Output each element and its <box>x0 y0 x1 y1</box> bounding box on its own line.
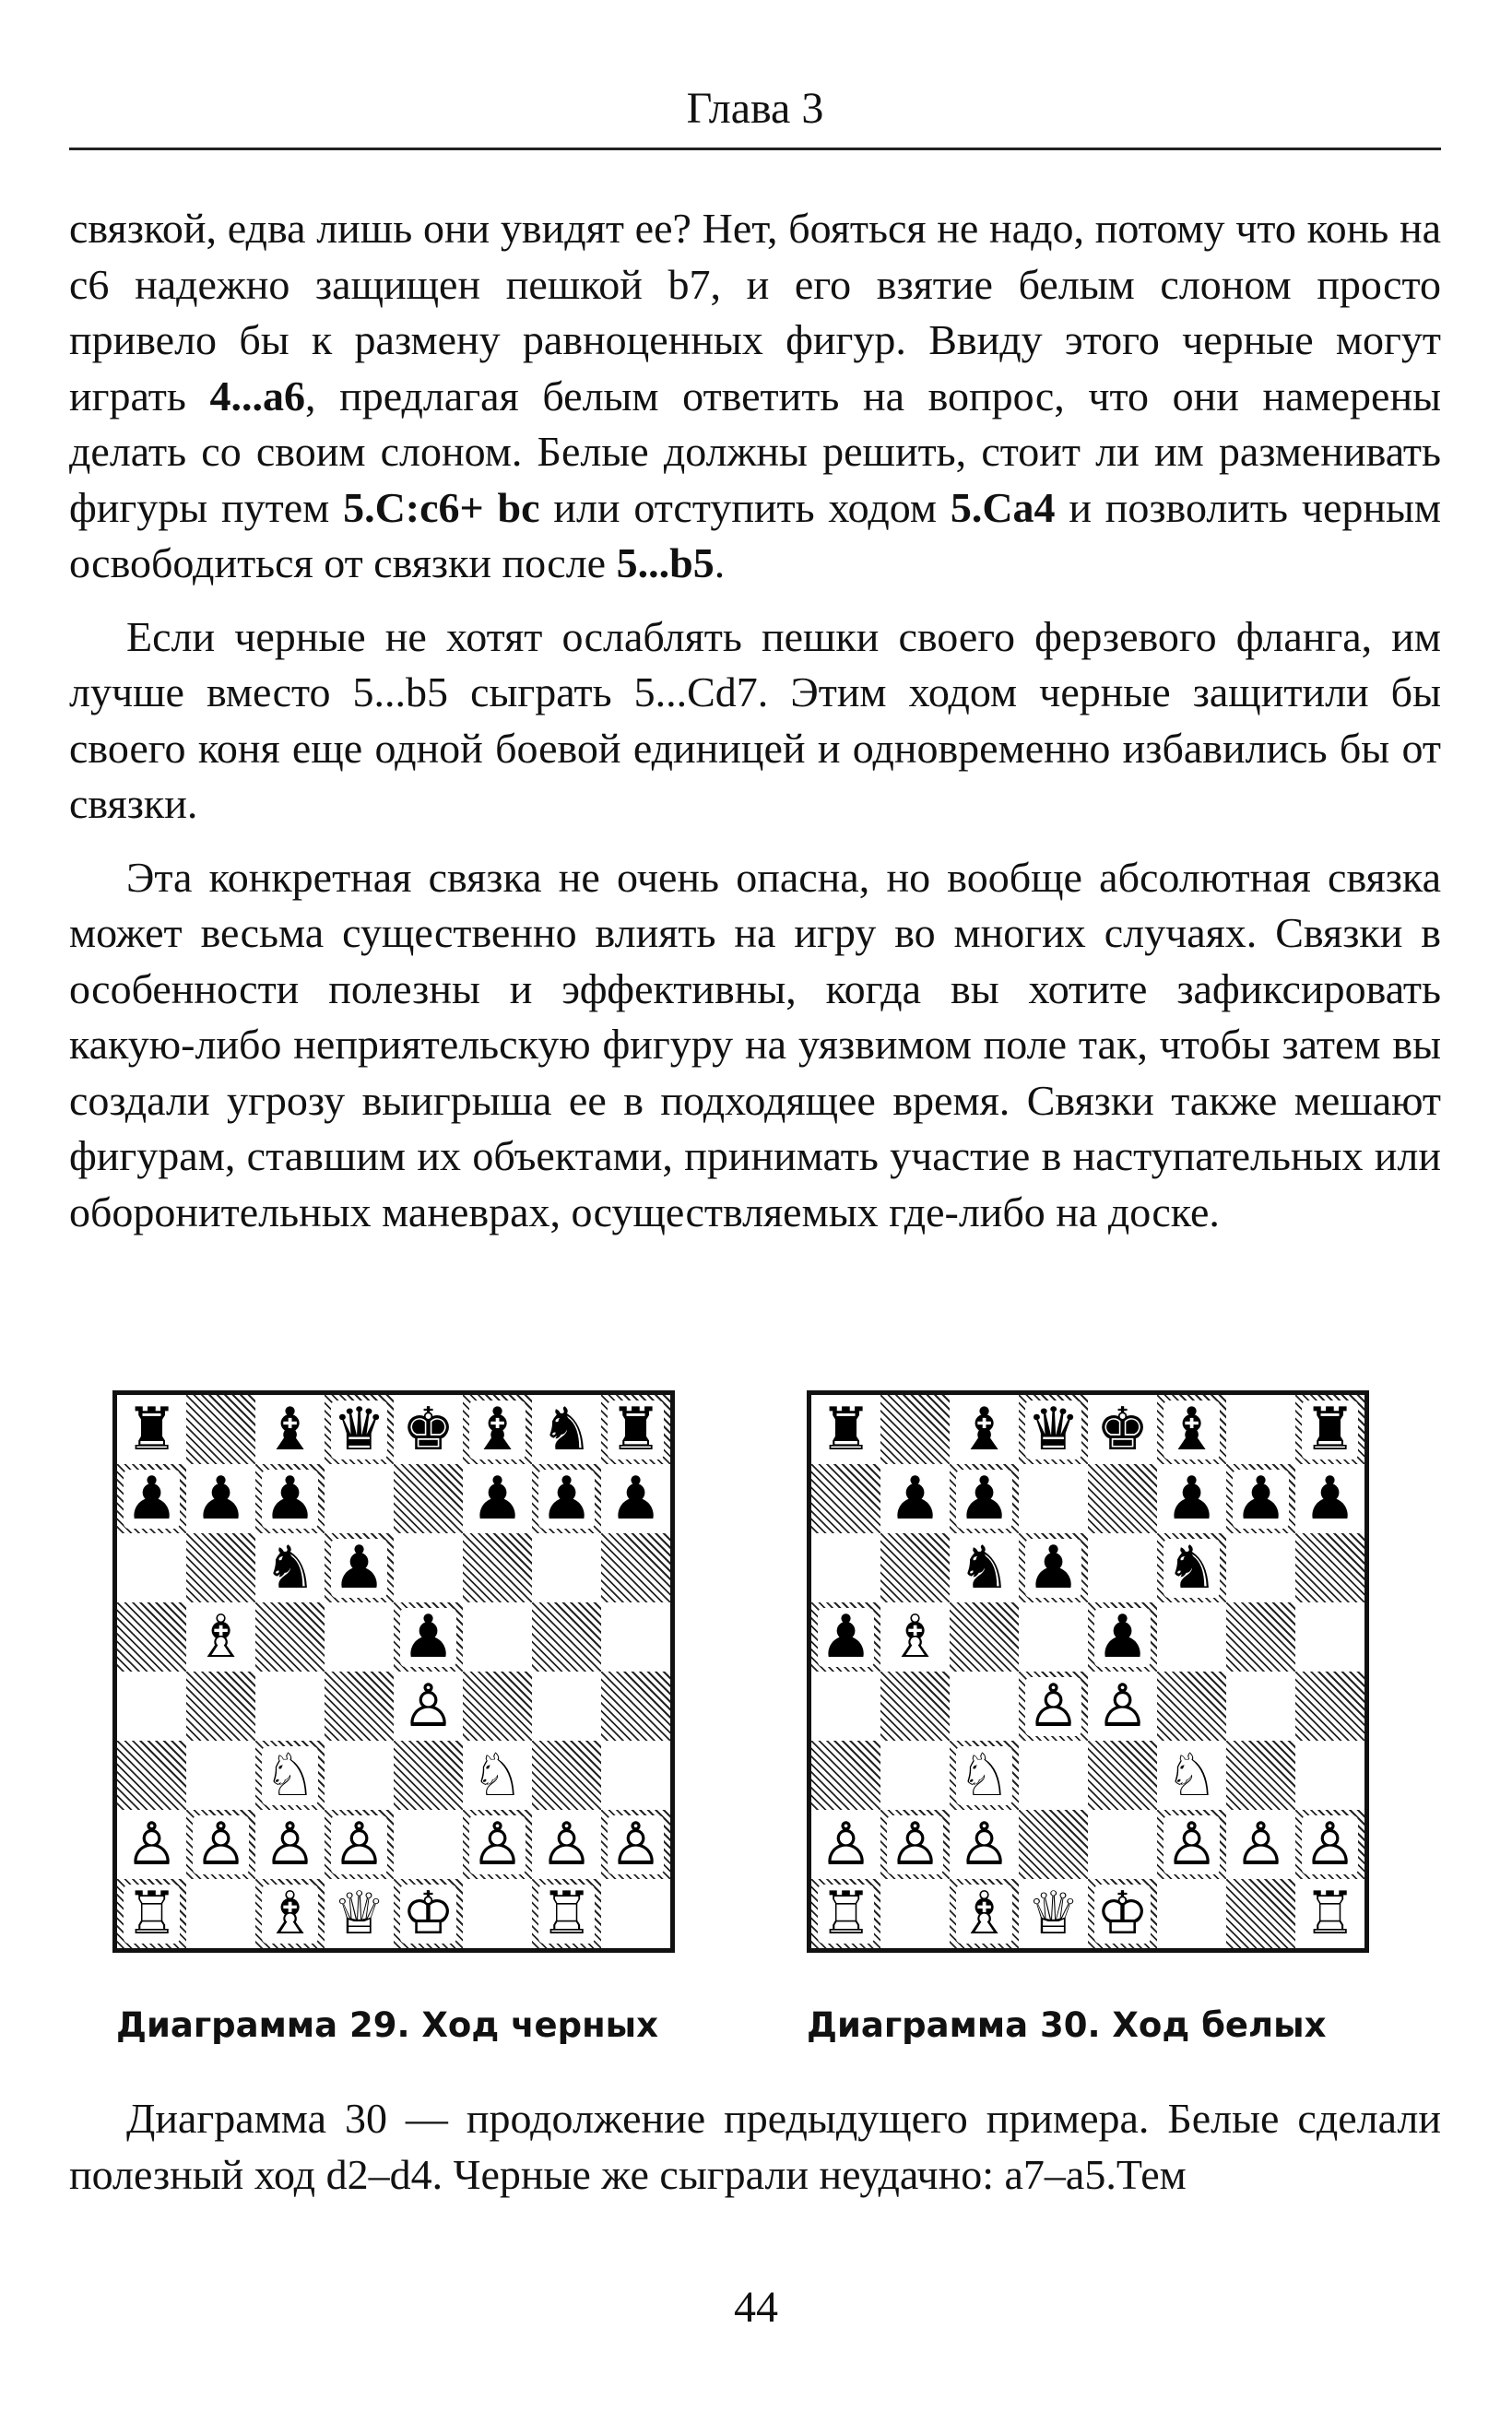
board-square <box>186 1395 255 1464</box>
board-square <box>950 1879 1019 1948</box>
board-square <box>463 1602 532 1672</box>
board-square <box>1019 1464 1088 1533</box>
chess-piece: ♕ <box>1026 1879 1081 1948</box>
board-square <box>880 1879 950 1948</box>
board-square <box>1295 1672 1364 1741</box>
board-square <box>811 1395 880 1464</box>
board-square <box>1157 1602 1226 1672</box>
board-square <box>950 1395 1019 1464</box>
chess-piece: ♞ <box>539 1395 594 1464</box>
paragraph <box>69 609 1441 833</box>
board-square <box>811 1464 880 1533</box>
board-square <box>880 1464 950 1533</box>
chess-piece: ♕ <box>332 1879 386 1948</box>
board-square <box>1088 1672 1157 1741</box>
board-square <box>1226 1810 1295 1879</box>
chess-piece: ♙ <box>1164 1810 1219 1879</box>
board-square <box>1088 1810 1157 1879</box>
board-square <box>1019 1741 1088 1810</box>
chess-piece: ♖ <box>124 1879 179 1948</box>
board-square <box>394 1741 463 1810</box>
board-square <box>950 1672 1019 1741</box>
move-notation: 5.Ca4 <box>950 483 1056 531</box>
page-number: 44 <box>734 2283 778 2332</box>
board-square <box>950 1810 1019 1879</box>
board-square <box>1295 1741 1364 1810</box>
board-square <box>117 1533 186 1602</box>
main-text <box>69 201 1441 1240</box>
chess-piece: ♖ <box>539 1879 594 1948</box>
board-square <box>463 1533 532 1602</box>
board-square <box>1019 1672 1088 1741</box>
chess-piece: ♚ <box>1095 1395 1150 1464</box>
chess-piece: ♗ <box>263 1879 317 1948</box>
paragraph <box>69 201 1441 592</box>
board-square <box>463 1741 532 1810</box>
paragraph <box>69 850 1441 1241</box>
board-square <box>1226 1879 1295 1948</box>
board-square <box>463 1395 532 1464</box>
text-run: и позволить черным освободиться от связки после <box>69 483 1442 586</box>
board-square <box>117 1602 186 1672</box>
chess-piece: ♙ <box>888 1810 942 1879</box>
chess-piece: ♟ <box>401 1602 455 1672</box>
board-square <box>532 1741 601 1810</box>
board-square <box>1088 1741 1157 1810</box>
board-square <box>463 1464 532 1533</box>
board-square <box>1226 1602 1295 1672</box>
chess-piece: ♙ <box>1095 1672 1150 1741</box>
chess-piece: ♟ <box>608 1464 663 1533</box>
chess-piece: ♛ <box>1026 1395 1081 1464</box>
board-square <box>532 1602 601 1672</box>
board-square <box>880 1395 950 1464</box>
chess-diagram-30 <box>807 1390 1369 1953</box>
board-square <box>394 1602 463 1672</box>
board-square <box>532 1464 601 1533</box>
board-square <box>325 1533 394 1602</box>
board-square <box>1088 1879 1157 1948</box>
board-square <box>325 1602 394 1672</box>
board-square <box>394 1464 463 1533</box>
board-square <box>811 1810 880 1879</box>
board-square <box>325 1672 394 1741</box>
board-square <box>811 1741 880 1810</box>
board-square <box>255 1464 325 1533</box>
board-square <box>186 1879 255 1948</box>
board-square <box>811 1602 880 1672</box>
board-square <box>325 1741 394 1810</box>
move-notation: 5.С:c6+ bc <box>343 483 540 531</box>
board-square <box>255 1602 325 1672</box>
chess-piece: ♘ <box>470 1741 525 1810</box>
board-square <box>117 1464 186 1533</box>
board-square <box>880 1533 950 1602</box>
diagram-29-caption: Диаграмма 29. Ход черных <box>116 2005 658 2045</box>
chess-piece: ♟ <box>1303 1464 1357 1533</box>
chess-piece: ♟ <box>470 1464 525 1533</box>
chess-piece: ♟ <box>124 1464 179 1533</box>
chess-piece: ♔ <box>401 1879 455 1948</box>
diagram-30-caption: Диаграмма 30. Ход белых <box>807 2005 1327 2045</box>
text-run: или отступить ходом <box>539 483 951 531</box>
chess-piece: ♟ <box>194 1464 248 1533</box>
chess-piece: ♝ <box>1164 1395 1219 1464</box>
text-run: Если черные не хотят ослаблять пешки своего ферзевого фланга, им лучше вместо 5...b5 сыграть 5...Cd7. Этим ходом черные защитили бы своего коня еще одной боевой единицей и одновременно избавились бы от связки. <box>69 612 1441 827</box>
chess-piece: ♝ <box>263 1395 317 1464</box>
chess-piece: ♙ <box>539 1810 594 1879</box>
board-square <box>394 1672 463 1741</box>
chess-piece: ♞ <box>1164 1533 1219 1602</box>
chess-piece: ♖ <box>1303 1879 1357 1948</box>
chess-piece: ♘ <box>1164 1741 1219 1810</box>
chess-piece: ♙ <box>470 1810 525 1879</box>
board-square <box>880 1672 950 1741</box>
board-square <box>1088 1395 1157 1464</box>
board-square <box>463 1879 532 1948</box>
text-run: связкой, едва лишь они увидят ее? Нет, бояться не надо, потому что конь на c6 надежно защищен пешкой b7, и его взятие белым слоном просто привело бы к размену равноценных фигур. Ввиду этого черные могут играть <box>69 205 1441 420</box>
chess-piece: ♙ <box>263 1810 317 1879</box>
chess-piece: ♟ <box>539 1464 594 1533</box>
board-square <box>325 1879 394 1948</box>
board-square <box>1226 1741 1295 1810</box>
chess-piece: ♙ <box>332 1810 386 1879</box>
board-square <box>1019 1879 1088 1948</box>
board-square <box>255 1533 325 1602</box>
board-square <box>325 1395 394 1464</box>
chess-piece: ♟ <box>819 1602 873 1672</box>
board-square <box>117 1810 186 1879</box>
chess-piece: ♘ <box>263 1741 317 1810</box>
board-square <box>1088 1464 1157 1533</box>
chess-piece: ♝ <box>470 1395 525 1464</box>
chess-piece: ♝ <box>957 1395 1011 1464</box>
running-header <box>69 76 1441 150</box>
board-square <box>532 1533 601 1602</box>
board-square <box>1295 1602 1364 1672</box>
chess-piece: ♛ <box>332 1395 386 1464</box>
board-square <box>255 1879 325 1948</box>
board-square <box>255 1810 325 1879</box>
board-square <box>394 1533 463 1602</box>
board-square <box>1157 1395 1226 1464</box>
board-square <box>1226 1395 1295 1464</box>
board-square <box>325 1810 394 1879</box>
board-square <box>1295 1810 1364 1879</box>
board-square <box>601 1602 670 1672</box>
board-square <box>601 1533 670 1602</box>
chapter-title: Глава 3 <box>686 84 824 133</box>
board-square <box>880 1810 950 1879</box>
board-square <box>1019 1810 1088 1879</box>
chess-piece: ♙ <box>1234 1810 1288 1879</box>
board-square <box>532 1879 601 1948</box>
board-square <box>950 1602 1019 1672</box>
chess-piece: ♟ <box>957 1464 1011 1533</box>
chess-piece: ♙ <box>401 1672 455 1741</box>
chess-piece: ♞ <box>957 1533 1011 1602</box>
chess-piece: ♟ <box>1164 1464 1219 1533</box>
chess-piece: ♙ <box>957 1810 1011 1879</box>
board-square <box>601 1464 670 1533</box>
board-square <box>880 1741 950 1810</box>
board-square <box>532 1672 601 1741</box>
chess-piece: ♟ <box>1026 1533 1081 1602</box>
board-square <box>1226 1672 1295 1741</box>
board-square <box>1088 1602 1157 1672</box>
board-square <box>1019 1533 1088 1602</box>
board-square <box>186 1672 255 1741</box>
board-square <box>325 1464 394 1533</box>
chess-piece: ♙ <box>1303 1810 1357 1879</box>
board-square <box>950 1533 1019 1602</box>
board-square <box>394 1879 463 1948</box>
chess-piece: ♙ <box>608 1810 663 1879</box>
board-square <box>117 1879 186 1948</box>
chess-piece: ♙ <box>1026 1672 1081 1741</box>
chess-diagram-29 <box>112 1390 675 1953</box>
board-square <box>1295 1395 1364 1464</box>
board-square <box>186 1741 255 1810</box>
board-square <box>1226 1464 1295 1533</box>
board-square <box>394 1810 463 1879</box>
board-square <box>1295 1879 1364 1948</box>
chess-piece: ♟ <box>1234 1464 1288 1533</box>
board-square <box>186 1533 255 1602</box>
board-square <box>255 1672 325 1741</box>
board-square <box>601 1395 670 1464</box>
board-square <box>601 1810 670 1879</box>
chess-piece: ♜ <box>608 1395 663 1464</box>
board-square <box>186 1602 255 1672</box>
chess-piece: ♗ <box>957 1879 1011 1948</box>
chess-piece: ♟ <box>263 1464 317 1533</box>
text-run: Эта конкретная связка не очень опасна, но вообще абсолютная связка может весьма существенно влиять на игру во многих случаях. Связки в особенности полезны и эффективны, когда вы хотите зафиксировать какую-либо неприятельскую фигуру на уязвимом поле так, чтобы затем вы создали угрозу выигрыша ее в подходящее время. Связки также мешают фигурам, ставшим их объектами, принимать участие в наступательных или оборонительных маневрах, осуществляемых где-либо на доске. <box>69 853 1441 1235</box>
chess-piece: ♟ <box>332 1533 386 1602</box>
move-notation: 4...a6 <box>209 372 305 420</box>
move-notation: 5...b5 <box>616 539 715 586</box>
board-square <box>601 1879 670 1948</box>
chess-piece: ♚ <box>401 1395 455 1464</box>
board-square <box>394 1395 463 1464</box>
chess-piece: ♟ <box>1095 1602 1150 1672</box>
text-run: . <box>714 539 726 586</box>
board-square <box>950 1464 1019 1533</box>
board-square <box>532 1810 601 1879</box>
chess-piece: ♘ <box>957 1741 1011 1810</box>
chess-piece: ♜ <box>124 1395 179 1464</box>
board-square <box>532 1395 601 1464</box>
board-square <box>255 1395 325 1464</box>
board-square <box>1295 1533 1364 1602</box>
board-square <box>1157 1464 1226 1533</box>
board-square <box>117 1395 186 1464</box>
board-square <box>117 1741 186 1810</box>
board-square <box>255 1741 325 1810</box>
chess-piece: ♟ <box>888 1464 942 1533</box>
board-square <box>1019 1395 1088 1464</box>
board-square <box>1295 1464 1364 1533</box>
text-run: , предлагая белым ответить на вопрос, что они намерены делать со своим слоном. Белые должны решить, стоит ли им разменивать фигуры путем <box>69 372 1442 531</box>
board-square <box>1157 1879 1226 1948</box>
chess-piece: ♗ <box>888 1602 942 1672</box>
chess-piece: ♜ <box>819 1395 873 1464</box>
chess-piece: ♜ <box>1303 1395 1357 1464</box>
board-square <box>880 1602 950 1672</box>
board-square <box>117 1672 186 1741</box>
chess-piece: ♙ <box>194 1810 248 1879</box>
board-square <box>186 1810 255 1879</box>
chess-piece: ♞ <box>263 1533 317 1602</box>
board-square <box>1019 1602 1088 1672</box>
board-square <box>811 1533 880 1602</box>
board-square <box>1088 1533 1157 1602</box>
continuation-text <box>69 2091 1441 2203</box>
chess-piece: ♙ <box>124 1810 179 1879</box>
chess-piece: ♙ <box>819 1810 873 1879</box>
board-square <box>1157 1533 1226 1602</box>
board-square <box>1157 1672 1226 1741</box>
board-square <box>811 1672 880 1741</box>
board-square <box>463 1810 532 1879</box>
chess-piece: ♔ <box>1095 1879 1150 1948</box>
board-square <box>186 1464 255 1533</box>
board-square <box>1157 1741 1226 1810</box>
board-square <box>811 1879 880 1948</box>
board-square <box>950 1741 1019 1810</box>
board-square <box>463 1672 532 1741</box>
board-square <box>1226 1533 1295 1602</box>
board-square <box>601 1741 670 1810</box>
board-square <box>1157 1810 1226 1879</box>
paragraph: Диаграмма 30 — продолжение предыдущего примера. Белые сделали полезный ход d2–d4. Черные же сыграли неудачно: a7–a5.Тем <box>69 2095 1441 2198</box>
chess-piece: ♖ <box>819 1879 873 1948</box>
board-square <box>601 1672 670 1741</box>
chess-piece: ♗ <box>194 1602 248 1672</box>
